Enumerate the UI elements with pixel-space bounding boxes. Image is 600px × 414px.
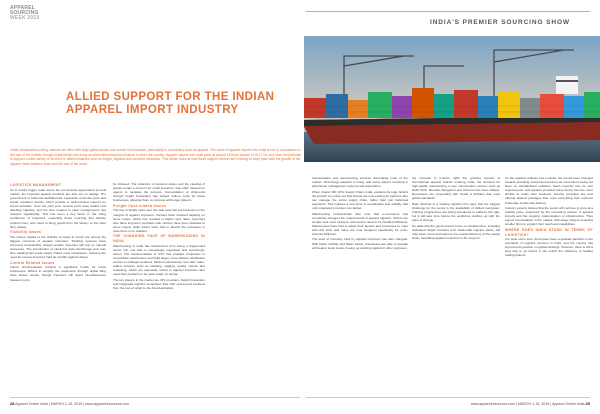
subheading: WHERE DOES INDIA STAND IN TERMS OF LOGISTICS? [505, 227, 593, 237]
subheading: Freight Cost-related Issues [113, 203, 167, 208]
container-ship-illustration [304, 36, 600, 162]
paragraph: The issues related to the visibility of cargo in transit are among the biggest concerns of apparel importers. Tracking systems have improved considerably, though smaller importers still rely on manual processes. The introduction of electronic data interchange and real-time tracking has made supply chains more transparent, reducing the need for excess inventory held as a buffer against delays. [10, 234, 106, 260]
paragraph: be followed. The collection of customs duties and the clearing of goods remain a concern for small importers, who often depend on agents to navigate the process. Consolidation of shipments through freight forwarders has helped reduce costs for these businesses, allowing them to compete with larger players. [113, 182, 205, 203]
subheading: LOGISTICS MANAGEMENT [10, 183, 62, 188]
subheading: Control Related Issues [10, 260, 55, 265]
header-rule [306, 11, 590, 12]
column-3 [312, 176, 408, 251]
article-headline: ALLIED SUPPORT FOR THE INDIAN APPAREL IMPORT INDUSTRY [66, 91, 275, 116]
paragraph: Warehousing professionals also note that e-commerce has completely changed the requirements of apparel logistics. Orders are smaller and more frequent, and returns need to be handled efficiently. Warehouses have had to adapt their layouts and processes to cope with this shift, and many are now designed specifically for omni-channel fulfilment. [312, 211, 408, 236]
article-intro: Indian wholesale/sourcing markets are filled with large global stocks and unsold merchandise, particularly in an industry such as apparel. The value of apparel imports into India is low in comparison to the size of the market, though import levels are rising as international brands continue to enter the country. Apparel imports into India grew at around 18% per annum in 2017-18, and have the potential to support a wide variety of services in allied industries such as freight, logistics and customs clearance. This article looks at how these support sectors are evolving to keep pace with the growth of the apparel trade between India and the rest of the world. [10, 148, 301, 166]
event-logo [10, 6, 50, 22]
subheading: Visibility Issues [10, 230, 42, 235]
paragraph: As the logistics industry has evolved, the trends have changed towards providing customised services as most clients being not keen on standardised solutions. Each importer has its own requirements, and logistics providers have had to become more flexible to retain their business. Service providers are now offering tailored packages that cover everything from customs brokerage to last-mile delivery. [505, 176, 593, 205]
paragraph: Import documentation remains a significant hurdle for many businesses. Efforts to simplify the paperwork through digital filing have shown results, though importers still report inconsistencies between ports. [10, 265, 106, 282]
paragraph: For quite some time, there have been a gradual transition in the standards of logistics services in India, and the country has improved its position on global rankings. However, there is still a long way to go before it can match the efficiency of leading trading nations. [505, 237, 593, 258]
footer-right [471, 401, 590, 406]
logo-line-2: SOURCING [10, 10, 39, 17]
paragraph: the increase in imports. With the growing number of international apparel brands entering India, the demand for high-quality warehousing in key consumption centres such as Delhi NCR, Mumbai, Bengaluru and Chennai has risen sharply. Developers are responding with Grade A facilities that meet global standards. [412, 176, 500, 201]
column-4 [412, 176, 500, 242]
footer-left-text: Apparel Online India | MARCH 1-15, 2019 | www.apparelresources.com [15, 402, 130, 406]
column-5 [505, 176, 593, 259]
paragraph: The level of inventory held by apparel importers has also changed. With better visibility and faster transit, businesses are able to operate with leaner stock levels, freeing up working capital for other purposes. [312, 237, 408, 250]
subheading: THE CHANGING FACE OF WAREHOUSING IN INDIA [113, 234, 205, 243]
paragraph: He adds that the government's focus on infrastructure, including dedicated freight corridors and multimodal logistics parks, will help lower costs and improve the overall efficiency of the supply chain, benefiting apparel importers in the long run. [412, 223, 500, 241]
logo-line-3: WEEK 2019 [10, 15, 40, 22]
page-number-left: 28 [10, 401, 15, 406]
section-header: INDIA'S PREMIER SOURCING SHOW [430, 19, 570, 26]
footer-rule-right [306, 397, 590, 398]
container-ship-photo [304, 36, 600, 162]
paragraph: As Is retail's bigger retail stores are prominently appreciated at local market, the imported apparel products are also put on display. The government of India has facilitated the expansion of private ports and inland container depots which provide a well-rounded support for import activities. Over the past year, several ports have added new handling capacity, and the time needed to clear consignments has dropped significantly. This has been a key factor in the rising confidence of importers, especially those sourcing fast fashion product lines, who need to bring goods from the factory to the shop floor quickly. [10, 187, 106, 229]
page-number-right: 29 [585, 401, 590, 406]
paragraph: When Anand, MD, DHL Supply Chain, India, explains the logic behind the growth, he points out that brands are now looking for partners who can manage the entire supply chain, rather than just individual segments. This requires a new level of coordination and visibility that only integrated providers can deliver. [312, 189, 408, 211]
paragraph: transportation and warehousing services dominating most of the market. Technology adoption is rising, with many players investing in warehouse management systems and automation. [312, 176, 408, 189]
footer-left [10, 401, 129, 406]
footer-right-text: www.apparelresources.com | MARCH 1-15, 2019 | Apparel Online India [470, 402, 585, 406]
paragraph: Industry experts believe that the sector will continue to grow at a healthy pace, supported by the increasing volume of apparel imports and the ongoing modernisation of infrastructure. They expect consolidation in the market, with larger players acquiring smaller firms to expand their reach and capabilities. [505, 206, 593, 227]
column-1 [10, 182, 106, 283]
paragraph: The rise in freight rates over the past year has put pressure on the margins of apparel importers. Carriers have reduced capacity on some routes, which has resulted in higher spot rates. Importers who have long-term contracts with carriers have been shielded to some extent, while others have had to absorb the increases or pass them on to retailers. [113, 208, 205, 233]
paragraph: Warehousing in India has transformed from being a fragmented sector into one that is increasingly organised and technology-driven. The implementation of GST has enabled companies to consolidate warehouses and build larger, more efficient distribution centres in strategic locations. Modern warehouses now offer value-added services such as labelling, tagging, quality checks and repacking, which are especially useful to apparel importers who need their products to be store-ready on arrival. [113, 243, 205, 277]
column-2 [113, 182, 205, 291]
footer-rule-left [10, 397, 300, 398]
paragraph: The key players in the market are 3PL providers, freight forwarders and integrated logistics companies that offer end-to-end solutions from the port of origin to the final destination. [113, 277, 205, 290]
logo-line-1: APPAREL [10, 5, 35, 11]
paragraph: Rajiv Sharma of a leading logistics firm says that the biggest challenge for the sector is the availability of skilled manpower. Training programmes are being introduced to address this gap, but it will take time before the workforce catches up with the pace of change. [412, 201, 500, 223]
